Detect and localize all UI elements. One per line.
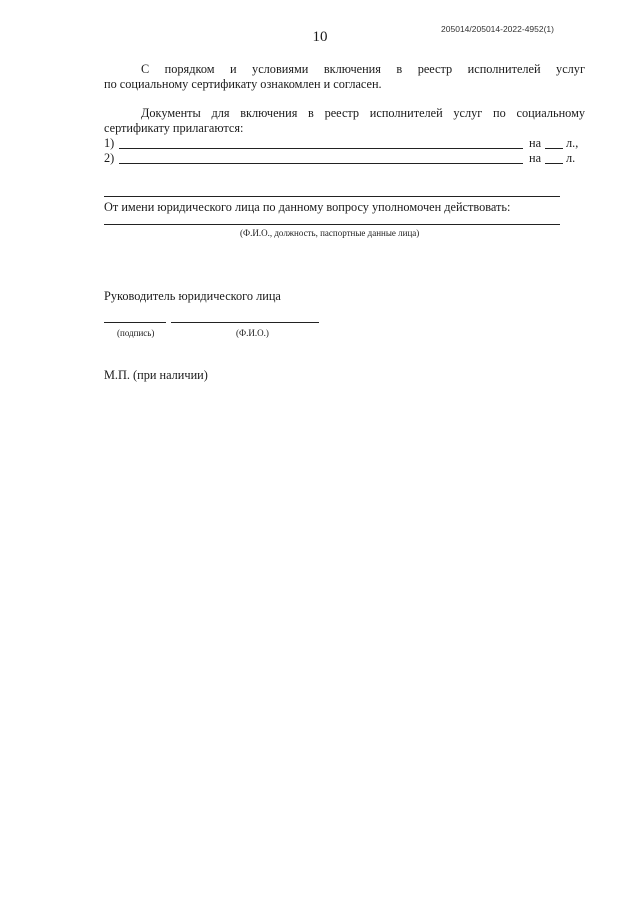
stamp-text: М.П. (при наличии) [104,368,208,382]
attachment-number-1: 1) [104,136,115,150]
authorized-caption: (Ф.И.О., должность, паспортные данные лица) [240,228,420,238]
attachment-on-label-1: на [529,136,542,150]
agreement-line-2: по социальному сертификату ознакомлен и согласен. [104,77,382,91]
documents-line-1: Документы для включения в реестр исполнителей услуг по социальному [141,106,585,120]
head-title: Руководитель юридического лица [104,289,281,303]
attachment-pages-suffix-2: л. [566,151,576,165]
authorized-top-line[interactable] [104,196,560,197]
authorized-person-field[interactable] [104,224,560,225]
attachment-title-field-1[interactable] [119,148,523,149]
attachment-number-2: 2) [104,151,115,165]
attachment-title-field-2[interactable] [119,163,523,164]
document-code: 205014/205014-2022-4952(1) [441,24,554,34]
documents-line-2: сертификату прилагаются: [104,121,244,135]
name-caption: (Ф.И.О.) [236,328,269,338]
documents-paragraph [104,106,585,136]
page-number: 10 [312,29,328,45]
signature-caption: (подпись) [117,328,155,338]
agreement-paragraph [104,62,585,92]
authorized-text: От имени юридического лица по данному вопросу уполномочен действовать: [104,200,511,214]
attachment-pages-field-2[interactable] [545,163,563,164]
agreement-line-1: С порядком и условиями включения в реестр исполнителей услуг [141,62,585,76]
signature-field[interactable] [104,322,166,323]
attachment-pages-suffix-1: л., [566,136,579,150]
attachment-pages-field-1[interactable] [545,148,563,149]
name-field[interactable] [171,322,319,323]
attachment-on-label-2: на [529,151,542,165]
